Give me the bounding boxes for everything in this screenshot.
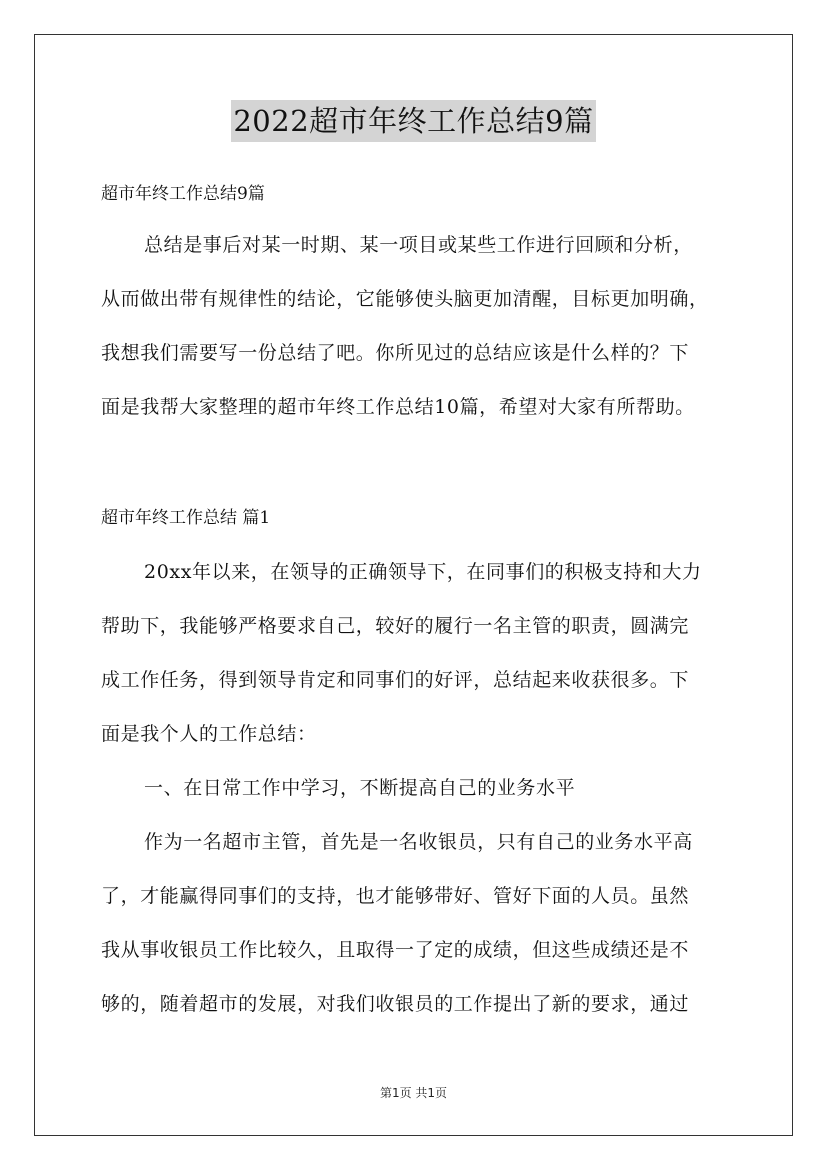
section-paragraph [101,545,741,761]
intro-line: 从而做出带有规律性的结论，它能够使头脑更加清醒，目标更加明确， [101,288,709,310]
subsection-line: 我从事收银员工作比较久，且取得一了定的成绩，但这些成绩还是不 [101,939,690,961]
subsection-line: 够的，随着超市的发展，对我们收银员的工作提出了新的要求，通过 [101,993,690,1015]
section-line: 20xx年以来，在领导的正确领导下，在同事们的积极支持和大力 [144,561,702,583]
subsection-heading: 一、在日常工作中学习，不断提高自己的业务水平 [144,777,576,799]
intro-paragraph [101,218,741,434]
section-line: 帮助下，我能够严格要求自己，较好的履行一名主管的职责，圆满完 [101,615,690,637]
document-title [0,100,827,142]
document-subtitle: 超市年终工作总结9篇 [101,184,265,204]
section-heading: 超市年终工作总结 篇1 [101,508,271,528]
intro-line: 总结是事后对某一时期、某一项目或某些工作进行回顾和分析， [144,234,693,256]
intro-line: 我想我们需要写一份总结了吧。你所见过的总结应该是什么样的？下 [101,342,690,364]
intro-line: 面是我帮大家整理的超市年终工作总结10篇，希望对大家有所帮助。 [101,396,695,418]
document-title-text: 2022超市年终工作总结9篇 [231,100,595,142]
subsection-line: 了，才能赢得同事们的支持，也才能够带好、管好下面的人员。虽然 [101,885,690,907]
subsection-paragraph [101,815,741,1031]
section-line: 成工作任务，得到领导肯定和同事们的好评，总结起来收获很多。下 [101,669,690,691]
section-line: 面是我个人的工作总结： [101,723,317,745]
subsection-line: 作为一名超市主管，首先是一名收银员，只有自己的业务水平高 [144,831,693,853]
page-number-footer: 第1页 共1页 [379,1086,448,1100]
